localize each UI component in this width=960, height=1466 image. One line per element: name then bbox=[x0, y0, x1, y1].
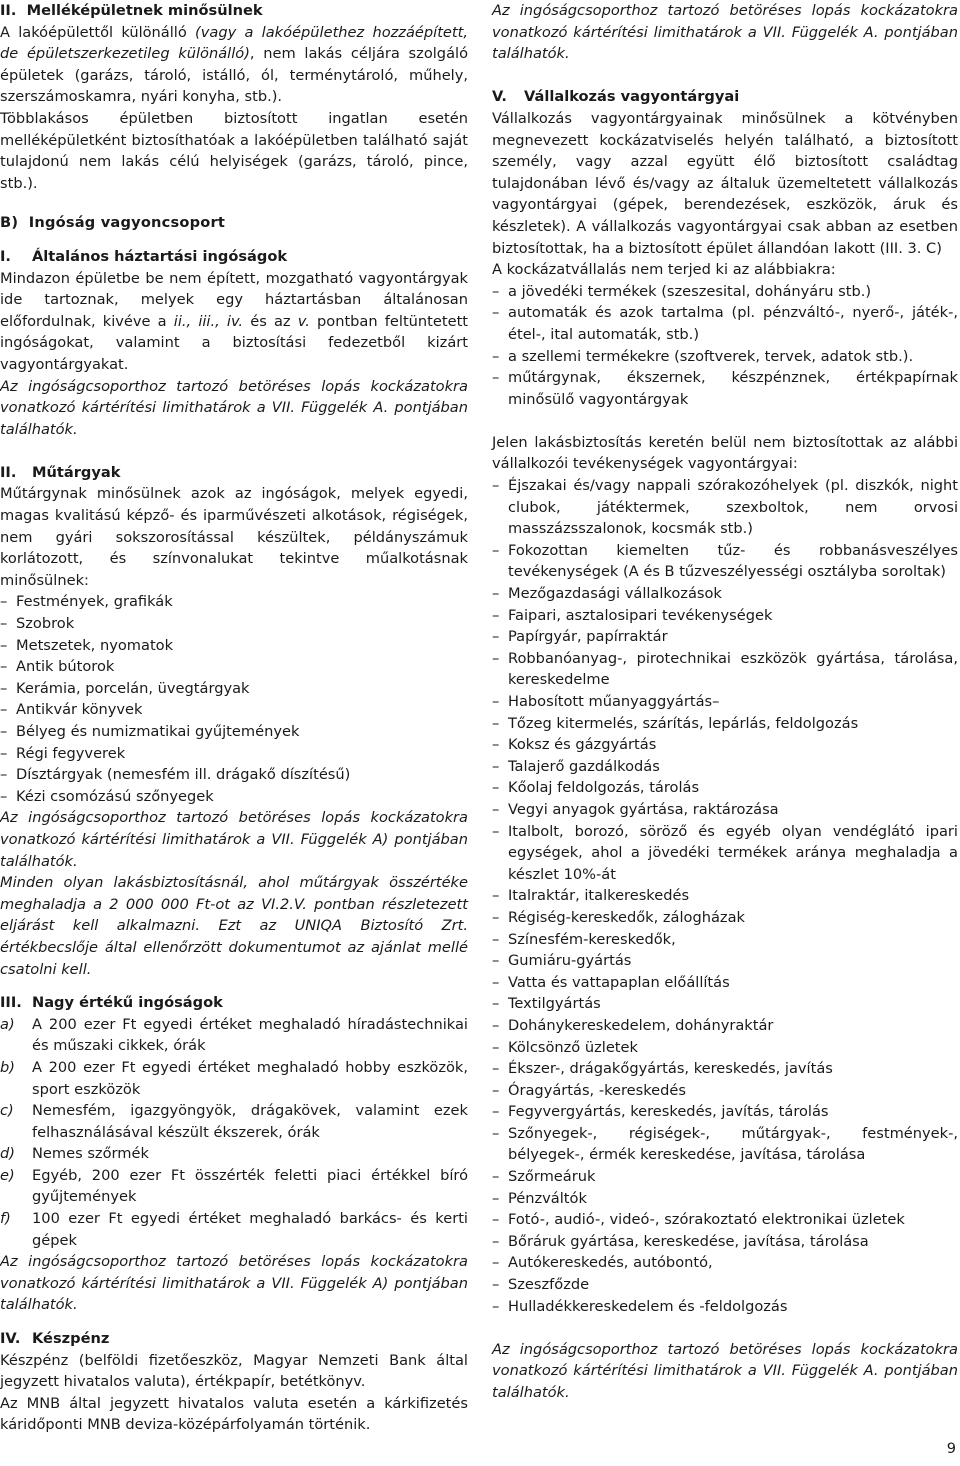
list-item bbox=[492, 346, 958, 368]
paragraph: Vállalkozás vagyontárgyainak minősülnek a kötvényben megnevezett kockázatviselés helyén található, a biztosított személy, vagy azzal együtt élő biztosított családtag tulajdonában lévő és/vagy az általuk üzemeltetett vállalkozás vagyontárgyai (gépek, berendezések, eszközök, áruk és készletek). A vállalkozás vagyontárgyai csak abban az esetben biztosítottak, ha a biztosított épület állandóan lakott (III. 3. C) bbox=[492, 109, 958, 257]
list-item bbox=[492, 1231, 958, 1253]
list-item-text: Habosított műanyaggyártás– bbox=[508, 693, 720, 710]
list-item bbox=[492, 1101, 958, 1123]
list-item-text: Kézi csomózású szőnyegek bbox=[16, 787, 214, 805]
letter-marker: c) bbox=[0, 1102, 14, 1120]
list-item bbox=[492, 1296, 958, 1318]
list-item-text: Szőnyegek-, régiségek-, műtárgyak-, festmények-, bélyegek-, érmék kereskedése, javítása, tárolása bbox=[508, 1124, 958, 1164]
dash-marker: – bbox=[492, 693, 500, 710]
list-item-text: Egyéb, 200 ezer Ft összérték feletti piaci értékkel bíró gyűjtemények bbox=[32, 1166, 468, 1206]
section-title: II. Melléképületnek minősülnek bbox=[0, 2, 263, 19]
page-number: 9 bbox=[946, 1440, 956, 1458]
list-item bbox=[492, 302, 958, 345]
dash-marker: – bbox=[492, 477, 500, 495]
dash-marker: – bbox=[492, 541, 500, 559]
list-item bbox=[492, 1123, 958, 1166]
list-item bbox=[0, 613, 468, 635]
dash-marker: – bbox=[492, 757, 500, 775]
list-item-text: Gumiáru-gyártás bbox=[508, 952, 632, 970]
list-item-text: Dohánykereskedelem, dohányraktár bbox=[508, 1016, 774, 1034]
list-item-text: A 200 ezer Ft egyedi értéket meghaladó hobby eszközök, sport eszközök bbox=[32, 1058, 468, 1098]
list-item bbox=[492, 713, 958, 735]
list-item-text: Fegyvergyártás, kereskedés, javítás, tárolás bbox=[508, 1103, 829, 1121]
list-item-text: Kőolaj feldolgozás, tárolás bbox=[508, 779, 700, 797]
dash-marker: – bbox=[492, 973, 500, 991]
list-item bbox=[492, 1209, 958, 1231]
list-item-text: Koksz és gázgyártás bbox=[508, 736, 657, 754]
italic-note: Az ingóságcsoporthoz tartozó betöréses lopás kockázatokra vonatkozó kártérítési limithatárok a VII. Függelék A. pontjában találhatók. bbox=[0, 377, 468, 438]
section-title: II. Műtárgyak bbox=[0, 463, 121, 481]
list-item bbox=[0, 656, 468, 678]
dash-marker: – bbox=[0, 787, 8, 805]
list-item bbox=[492, 734, 958, 756]
list-item bbox=[492, 1080, 958, 1102]
list-item bbox=[492, 1058, 958, 1080]
list-item bbox=[0, 635, 468, 657]
paragraph bbox=[0, 22, 468, 108]
list-item bbox=[0, 743, 468, 765]
italic-text: (vagy a lakóépülethez hozzáépített, de épületszerkezetileg különálló) bbox=[0, 23, 468, 63]
paragraph: Többlakásos épületben biztosított ingatlan esetén melléképületként biztosíthatóak a lakóépületben található saját tulajdonú nem lakás célú helyiségek (garázs, tároló, pince, stb.). bbox=[0, 109, 468, 192]
dash-marker: – bbox=[492, 1254, 500, 1272]
list-item bbox=[0, 764, 468, 786]
list-item-text: Italbolt, borozó, söröző és egyéb olyan vendéglátó ipari egységek, ahol a jövedéki termékek aránya meghaladja a készlet 10%-át bbox=[508, 822, 958, 883]
dash-marker: – bbox=[492, 887, 500, 905]
list-item bbox=[492, 691, 958, 713]
italic-note: Minden olyan lakásbiztosításnál, ahol műtárgyak összértéke meghaladja a 2 000 000 Ft-ot az VI.2.V. pontban részletezett eljárást kell alkalmazni. Ezt az UNIQA Biztosító Zrt. értékbecslője által ellenőrzött dokumentumot az ajánlat mellé csatolni kell. bbox=[0, 874, 468, 978]
dash-marker: – bbox=[492, 585, 500, 603]
list-item-text: Antik bútorok bbox=[16, 658, 115, 676]
list-item-text: a jövedéki termékek (szeszesital, dohányáru stb.) bbox=[508, 282, 872, 300]
list-item-text: Textilgyártás bbox=[508, 995, 601, 1013]
list-item-text: Nemes szőrmék bbox=[32, 1145, 149, 1163]
list-item-text: Óragyártás, -kereskedés bbox=[508, 1081, 687, 1099]
dash-marker: – bbox=[492, 369, 500, 387]
list-item bbox=[0, 1057, 468, 1100]
dash-marker: – bbox=[492, 1060, 500, 1078]
list-item bbox=[492, 950, 958, 972]
list-item-text: Italraktár, italkereskedés bbox=[508, 887, 690, 905]
list-item-text: Antikvár könyvek bbox=[16, 701, 143, 719]
list-item-text: Kerámia, porcelán, üvegtárgyak bbox=[16, 679, 250, 697]
list-item-text: Mezőgazdasági vállalkozások bbox=[508, 585, 722, 603]
dash-marker: – bbox=[492, 930, 500, 948]
paragraph: Mindazon épületbe be nem épített, mozgatható vagyontárgyak ide tartoznak, melyek egy háztartásban általánosan előfordulnak, kivéve a ii., iii., iv. és az v. pontban feltüntetett ingóságokat, valamint a biztosítási fedezetből kizárt vagyontárgyakat. bbox=[0, 269, 469, 373]
list-item-text: A 200 ezer Ft egyedi értéket meghaladó híradástechnikai és műszaki cikkek, órák bbox=[32, 1015, 468, 1055]
list-item bbox=[492, 605, 958, 627]
list-item-text: Nemesfém, igazgyöngyök, drágakövek, valamint ezek felhasználásával készült ékszerek, órák bbox=[32, 1102, 468, 1141]
dash-marker: – bbox=[492, 1232, 500, 1250]
list-item-text: a szellemi termékekre (szoftverek, tervek, adatok stb.). bbox=[508, 347, 914, 365]
italic-note: Az ingóságcsoporthoz tartozó betöréses lopás kockázatokra vonatkozó kártérítési limithatárok a VII. Függelék A) pontjában találhatók. bbox=[0, 809, 468, 870]
dash-marker: – bbox=[492, 995, 500, 1013]
list-item bbox=[492, 648, 958, 691]
list-item bbox=[492, 1037, 958, 1059]
list-item bbox=[492, 907, 958, 929]
list-item bbox=[0, 721, 468, 743]
list-item bbox=[492, 799, 958, 821]
left-column bbox=[0, 0, 468, 1436]
dash-marker: – bbox=[0, 744, 8, 762]
dash-marker: – bbox=[492, 1124, 500, 1142]
list-item-text: Robbanóanyag-, pirotechnikai eszközök gyártása, tárolása, kereskedelme bbox=[508, 649, 958, 689]
dash-marker: – bbox=[492, 649, 500, 667]
list-item-text: Festmények, grafikák bbox=[16, 593, 173, 611]
list-item-text: Kölcsönző üzletek bbox=[508, 1038, 638, 1056]
list-item bbox=[0, 699, 468, 721]
exclusion-list bbox=[492, 281, 958, 411]
dash-marker: – bbox=[492, 1211, 500, 1229]
dash-marker: – bbox=[492, 282, 500, 300]
list-item-text: Régiség-kereskedők, zálogházak bbox=[508, 908, 745, 926]
letter-marker: d) bbox=[0, 1145, 15, 1163]
list-item-text: Fokozottan kiemelten tűz- és robbanásveszélyes tevékenységek (A és B tűzveszélyességi osztályba soroltak) bbox=[508, 541, 958, 581]
dash-marker: – bbox=[492, 304, 500, 322]
dash-marker: – bbox=[492, 736, 500, 754]
list-item bbox=[492, 1166, 958, 1188]
list-item bbox=[492, 1274, 958, 1296]
paragraph: Az MNB által jegyzett hivatalos valuta esetén a kárkifizetés káridőponti MNB deviza-középárfolyamán történik. bbox=[0, 1394, 468, 1434]
list-item-text: automaták és azok tartalma (pl. pénzváltó-, nyerő-, játék-, étel-, ital automaták, stb.) bbox=[508, 304, 958, 343]
list-item-text: Fotó-, audió-, videó-, szórakoztató elektronikai üzletek bbox=[508, 1211, 905, 1229]
dash-marker: – bbox=[492, 1016, 500, 1034]
list-item bbox=[492, 540, 958, 583]
list-item-text: 100 ezer Ft egyedi értéket meghaladó barkács- és kerti gépek bbox=[32, 1210, 468, 1249]
italic-note: Az ingóságcsoporthoz tartozó betöréses lopás kockázatokra vonatkozó kártérítési limithatárok a VII. Függelék A. pontjában találhatók. bbox=[492, 1340, 958, 1401]
dash-marker: – bbox=[492, 800, 500, 818]
dash-marker: – bbox=[0, 723, 8, 740]
list-item bbox=[0, 591, 468, 613]
list-item-text: Tőzeg kitermelés, szárítás, lepárlás, feldolgozás bbox=[508, 714, 859, 732]
list-item bbox=[492, 1252, 958, 1274]
list-item-text: Metszetek, nyomatok bbox=[16, 636, 174, 654]
list-item-text: Szobrok bbox=[16, 615, 75, 633]
dash-marker: – bbox=[492, 714, 500, 732]
section-title: V. Vállalkozás vagyontárgyai bbox=[492, 88, 740, 106]
list-item bbox=[492, 281, 958, 303]
list-item bbox=[492, 1188, 958, 1210]
dash-marker: – bbox=[0, 636, 8, 654]
paragraph: Műtárgynak minősülnek azok az ingóságok, melyek egyedi, magas kvalitású képző- és iparművészeti alkotások, régiségek, nem gyári sokszorosítással készültek, példányszámuk korlátozott, és színvonalukat tekintve műalkotásnak minősülnek: bbox=[0, 485, 468, 589]
dash-marker: – bbox=[0, 658, 8, 676]
letter-marker: a) bbox=[0, 1015, 15, 1033]
dash-marker: – bbox=[492, 1038, 500, 1056]
right-column bbox=[492, 0, 958, 1404]
list-item-text: Szőrmeáruk bbox=[508, 1168, 596, 1186]
text: , nem lakás céljára szolgáló épületek (garázs, tároló, istálló, ól, terménytároló, műhely, szerszámoskamra, nyári konyha, stb.). bbox=[0, 45, 468, 106]
letter-marker: e) bbox=[0, 1166, 15, 1184]
section-title: III. Nagy értékű ingóságok bbox=[0, 994, 223, 1012]
dash-marker: – bbox=[0, 679, 8, 697]
valuables-list bbox=[0, 1014, 468, 1252]
dash-marker: – bbox=[492, 1189, 500, 1207]
dash-marker: – bbox=[492, 1276, 500, 1294]
section-title: I. Általános háztartási ingóságok bbox=[0, 247, 288, 265]
paragraph: A kockázatvállalás nem terjed ki az alábbiakra: bbox=[492, 261, 836, 279]
list-item bbox=[492, 777, 958, 799]
artwork-list bbox=[0, 591, 468, 807]
list-item-text: Dísztárgyak (nemesfém ill. drágakő díszítésű) bbox=[16, 766, 351, 784]
dash-marker: – bbox=[492, 1297, 500, 1315]
list-item-text: Faipari, asztalosipari tevékenységek bbox=[508, 606, 773, 624]
list-item bbox=[492, 993, 958, 1015]
dash-marker: – bbox=[492, 822, 500, 840]
list-item bbox=[492, 756, 958, 778]
letter-marker: b) bbox=[0, 1058, 15, 1076]
paragraph: Készpénz (belföldi fizetőeszköz, Magyar Nemzeti Bank által jegyzett hivatalos valuta), értékpapír, betétkönyv. bbox=[0, 1351, 468, 1391]
section-title: IV. Készpénz bbox=[0, 1330, 110, 1348]
list-item-text: Talajerő gazdálkodás bbox=[508, 757, 660, 775]
list-item bbox=[0, 1208, 468, 1251]
dash-marker: – bbox=[492, 779, 500, 797]
list-item bbox=[492, 1015, 958, 1037]
text: A lakóépülettől különálló bbox=[0, 23, 196, 41]
list-item-text: Bőráruk gyártása, kereskedése, javítása, tárolása bbox=[508, 1232, 869, 1250]
list-item-text: Pénzváltók bbox=[508, 1189, 587, 1207]
list-item bbox=[492, 367, 958, 410]
dash-marker: – bbox=[492, 1168, 500, 1186]
list-item bbox=[492, 475, 958, 540]
italic-note: Az ingóságcsoporthoz tartozó betöréses lopás kockázatokra vonatkozó kártérítési limithatárok a VII. Függelék A) pontjában találhatók. bbox=[0, 1253, 468, 1314]
list-item bbox=[492, 821, 958, 886]
list-item bbox=[0, 1143, 468, 1165]
italic-note: Az ingóságcsoporthoz tartozó betöréses lopás kockázatokra vonatkozó kártérítési limithatárok a VII. Függelék A. pontjában találhatók. bbox=[492, 2, 958, 63]
dash-marker: – bbox=[492, 908, 500, 926]
list-item bbox=[0, 1100, 468, 1143]
paragraph: Jelen lakásbiztosítás keretén belül nem biztosítottak az alábbi vállalkozói tevékenységek vagyontárgyai: bbox=[492, 433, 958, 473]
list-item bbox=[492, 972, 958, 994]
dash-marker: – bbox=[492, 1103, 500, 1121]
dash-marker: – bbox=[0, 701, 8, 719]
list-item bbox=[0, 1014, 468, 1057]
list-item-text: Bélyeg és numizmatikai gyűjtemények bbox=[16, 723, 300, 740]
list-item-text: Ékszer-, drágakőgyártás, kereskedés, javítás bbox=[508, 1060, 833, 1078]
dash-marker: – bbox=[492, 1081, 500, 1099]
list-item bbox=[0, 786, 468, 808]
section-heading-b: B) Ingóság vagyoncsoport bbox=[0, 214, 226, 232]
list-item bbox=[492, 885, 958, 907]
list-item-text: Régi fegyverek bbox=[16, 744, 126, 762]
activity-list bbox=[492, 475, 958, 1317]
list-item bbox=[492, 929, 958, 951]
dash-marker: – bbox=[492, 347, 500, 365]
list-item-text: Éjszakai és/vagy nappali szórakozóhelyek (pl. diszkók, night clubok, játéktermek, szexboltok, nem orvosi masszázsszalonok, kocsmák stb.) bbox=[508, 477, 958, 538]
dash-marker: – bbox=[492, 628, 500, 646]
list-item-text: Papírgyár, papírraktár bbox=[508, 628, 668, 646]
list-item-text: Színesfém-kereskedők, bbox=[508, 930, 676, 948]
dash-marker: – bbox=[0, 766, 8, 784]
list-item-text: Vatta és vattapaplan előállítás bbox=[508, 973, 730, 991]
list-item bbox=[0, 1165, 468, 1208]
dash-marker: – bbox=[0, 615, 8, 633]
list-item bbox=[492, 583, 958, 605]
dash-marker: – bbox=[0, 593, 8, 611]
dash-marker: – bbox=[492, 606, 500, 624]
list-item bbox=[492, 626, 958, 648]
list-item-text: Autókereskedés, autóbontó, bbox=[508, 1254, 713, 1272]
letter-marker: f) bbox=[0, 1210, 11, 1228]
list-item-text: Vegyi anyagok gyártása, raktározása bbox=[508, 800, 779, 818]
list-item bbox=[0, 678, 468, 700]
list-item-text: Hulladékkereskedelem és -feldolgozás bbox=[508, 1297, 788, 1315]
list-item-text: Szeszfőzde bbox=[508, 1276, 590, 1294]
dash-marker: – bbox=[492, 952, 500, 970]
list-item-text: műtárgynak, ékszernek, készpénznek, értékpapírnak minősülő vagyontárgyak bbox=[508, 369, 958, 408]
